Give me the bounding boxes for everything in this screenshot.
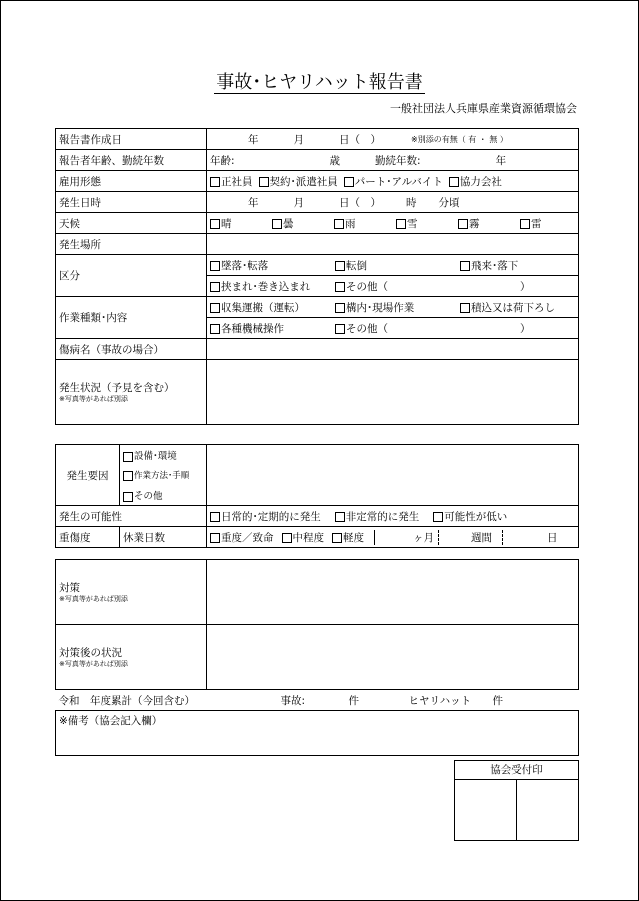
cause-option[interactable] (120, 445, 207, 466)
option-label: 曇 (283, 217, 294, 230)
option-label: 霧 (469, 217, 480, 230)
rest-days-label: 休業日数 (120, 527, 207, 548)
row-category-1 (56, 255, 579, 276)
after-input[interactable] (207, 625, 579, 690)
cause-label: 発生要因 (56, 445, 120, 506)
employment-option[interactable] (259, 174, 338, 189)
photo-note: ※写真等があれば別添 (59, 660, 128, 668)
checkbox-icon (210, 261, 220, 271)
possibility-option[interactable] (210, 509, 321, 524)
service-unit: 年 (495, 154, 507, 167)
option-label: 構内･現場作業 (346, 301, 415, 314)
row-weather (56, 213, 579, 234)
day-unit: 日 (502, 530, 558, 545)
weather-option[interactable] (458, 216, 520, 231)
option-label: 転倒 (346, 259, 367, 272)
row-injury (56, 339, 579, 360)
category-option[interactable] (335, 258, 460, 273)
report-date-field[interactable] (207, 129, 579, 150)
checkbox-icon (210, 303, 220, 313)
possibility-label: 発生の可能性 (56, 506, 207, 527)
checkbox-icon (123, 492, 133, 502)
checkbox-icon (210, 177, 220, 187)
category-option[interactable] (460, 258, 518, 273)
weather-option[interactable] (396, 216, 458, 231)
option-label: 非定常的に発生 (345, 510, 420, 523)
employment-option[interactable] (344, 174, 443, 189)
checkbox-icon (335, 303, 345, 313)
severity-option[interactable] (332, 530, 364, 545)
checkbox-icon (272, 219, 282, 229)
minute-label: 分頃 (438, 196, 460, 209)
row-severity (56, 527, 579, 548)
checkbox-icon (460, 261, 470, 271)
option-label: 契約･派遣社員 (269, 175, 338, 188)
stamp-divider (516, 780, 517, 840)
stamp-label: 協会受付印 (455, 761, 578, 780)
checkbox-icon (123, 452, 133, 462)
option-label: 設備･環境 (134, 451, 177, 462)
row-place (56, 234, 579, 255)
option-label: 晴 (221, 217, 232, 230)
cause-input[interactable] (207, 445, 579, 506)
option-label: 正社員 (221, 175, 253, 188)
occurred-at-label: 発生日時 (56, 192, 207, 213)
work-option[interactable] (210, 300, 335, 315)
photo-note: ※写真等があれば別添 (59, 395, 128, 403)
row-possibility (56, 506, 579, 527)
row-report-date (56, 129, 579, 150)
option-label: 挟まれ･巻き込まれ (221, 280, 311, 293)
severity-option[interactable] (210, 530, 274, 545)
checkbox-icon (520, 219, 530, 229)
employment-option[interactable] (449, 174, 502, 189)
measures-label (56, 560, 207, 625)
possibility-option[interactable] (433, 509, 507, 524)
service-label: 勤続年数: (375, 154, 421, 167)
option-label: 積込又は荷下ろし (471, 301, 555, 314)
injury-input[interactable] (207, 339, 579, 360)
option-label: その他（ (346, 322, 388, 335)
accident-unit: 件 (348, 694, 359, 707)
weather-option[interactable] (210, 216, 272, 231)
month-label: 月 (293, 133, 304, 146)
employment-option[interactable] (210, 174, 253, 189)
day-label: 日（ ） (339, 196, 381, 209)
checkbox-icon (335, 512, 345, 522)
age-unit: 歳 (329, 154, 341, 167)
work-option[interactable] (210, 321, 335, 336)
cause-option[interactable] (120, 485, 207, 506)
work-label: 作業種類･内容 (56, 297, 207, 339)
category-label: 区分 (56, 255, 207, 297)
row-work-1 (56, 297, 579, 318)
row-occurred-at (56, 192, 579, 213)
option-label: 作業方法･手順 (134, 471, 190, 481)
option-label: 飛来･落下 (471, 259, 519, 272)
checkbox-icon (259, 177, 269, 187)
nearmiss-unit: 件 (492, 694, 503, 707)
document-title: 事故･ヒヤリハット報告書 (216, 72, 423, 93)
checkbox-icon (210, 512, 220, 522)
option-label: 重度／致命 (221, 531, 274, 544)
checkbox-icon (334, 219, 344, 229)
tally-label: 令和 年度累計（今回含む） (58, 694, 195, 707)
option-label: パート･アルバイト (354, 175, 443, 188)
measures-input[interactable] (207, 560, 579, 625)
checkbox-icon (433, 512, 443, 522)
row-remarks (56, 711, 579, 756)
remarks-label: ※備考（協会記入欄） (59, 715, 163, 727)
checkbox-icon (332, 533, 342, 543)
option-label: 雪 (407, 217, 418, 230)
occurred-at-field[interactable] (207, 192, 579, 213)
paren-close: ） (520, 322, 531, 335)
work-option[interactable] (335, 300, 460, 315)
place-input[interactable] (207, 234, 579, 255)
tally-field[interactable] (56, 690, 579, 711)
option-label: 墜落･転落 (221, 259, 269, 272)
cause-option[interactable] (120, 465, 207, 485)
category-option[interactable] (210, 258, 335, 273)
checkbox-icon (396, 219, 406, 229)
measures-title: 対策 (59, 582, 80, 594)
paren-close: ） (520, 280, 531, 293)
severity-option[interactable] (282, 530, 325, 545)
reception-stamp-box (454, 760, 579, 841)
weather-label: 天候 (56, 213, 207, 234)
cause-table (55, 444, 579, 548)
option-label: その他（ (346, 280, 388, 293)
measures-table (55, 559, 579, 756)
checkbox-icon (449, 177, 459, 187)
checkbox-icon (210, 282, 220, 292)
hour-label: 時 (406, 196, 417, 209)
checkbox-icon (210, 324, 220, 334)
row-situation (56, 360, 579, 425)
option-label: 雷 (531, 217, 542, 230)
reporter-field[interactable] (207, 150, 579, 171)
checkbox-icon (123, 471, 133, 481)
option-label: 日常的･定期的に発生 (221, 510, 321, 523)
accident-label: 事故: (280, 694, 306, 707)
week-unit: 週間 (438, 530, 499, 545)
checkbox-icon (460, 303, 470, 313)
row-tally (56, 690, 579, 711)
situation-input[interactable] (207, 360, 579, 425)
option-label: 中程度 (292, 531, 324, 544)
situation-label (56, 360, 207, 425)
row-measures (56, 560, 579, 625)
remarks-field[interactable] (56, 711, 579, 756)
weather-option[interactable] (520, 216, 542, 231)
option-label: 軽度 (343, 531, 364, 544)
work-option[interactable] (335, 321, 520, 336)
row-cause-1 (56, 445, 579, 466)
checkbox-icon (458, 219, 468, 229)
after-label (56, 625, 207, 690)
row-reporter (56, 150, 579, 171)
severity-label: 重傷度 (56, 527, 120, 548)
checkbox-icon (282, 533, 292, 543)
option-label: 収集運搬（運転） (221, 301, 305, 314)
checkbox-icon (210, 533, 220, 543)
option-label: その他 (134, 491, 163, 502)
row-employment (56, 171, 579, 192)
injury-label: 傷病名（事故の場合） (56, 339, 207, 360)
attachment-label: ※別添の有無（ 有 ・ 無 ） (411, 134, 508, 144)
place-label: 発生場所 (56, 234, 207, 255)
organization-name: 一般社団法人兵庫県産業資源循環協会 (390, 102, 577, 115)
option-label: 各種機械操作 (221, 322, 284, 335)
after-title: 対策後の状況 (59, 647, 122, 659)
row-after (56, 625, 579, 690)
year-label: 年 (248, 133, 259, 146)
checkbox-icon (210, 219, 220, 229)
main-form-table (55, 128, 579, 425)
nearmiss-label: ヒヤリハット (408, 694, 472, 707)
day-label: 日（ ） (339, 133, 381, 146)
weather-option[interactable] (334, 216, 396, 231)
checkbox-icon (335, 261, 345, 271)
possibility-option[interactable] (335, 509, 420, 524)
option-label: 可能性が低い (444, 510, 508, 523)
checkbox-icon (335, 282, 345, 292)
checkbox-icon (344, 177, 354, 187)
option-label: 雨 (345, 217, 356, 230)
month-label: 月 (293, 196, 304, 209)
employment-label: 雇用形態 (56, 171, 207, 192)
age-label: 年齢: (210, 154, 235, 167)
category-option[interactable] (335, 279, 520, 294)
photo-note: ※写真等があれば別添 (59, 595, 128, 603)
option-label: 協力会社 (459, 175, 502, 188)
report-date-label: 報告書作成日 (56, 129, 207, 150)
weather-option[interactable] (272, 216, 334, 231)
work-option[interactable] (460, 300, 555, 315)
category-option[interactable] (210, 279, 335, 294)
situation-title: 発生状況（予見を含む） (59, 382, 175, 394)
month-unit: ヶ月 (374, 530, 435, 545)
year-label: 年 (248, 196, 259, 209)
checkbox-icon (335, 324, 345, 334)
reporter-label: 報告者年齢、勤続年数 (56, 150, 207, 171)
